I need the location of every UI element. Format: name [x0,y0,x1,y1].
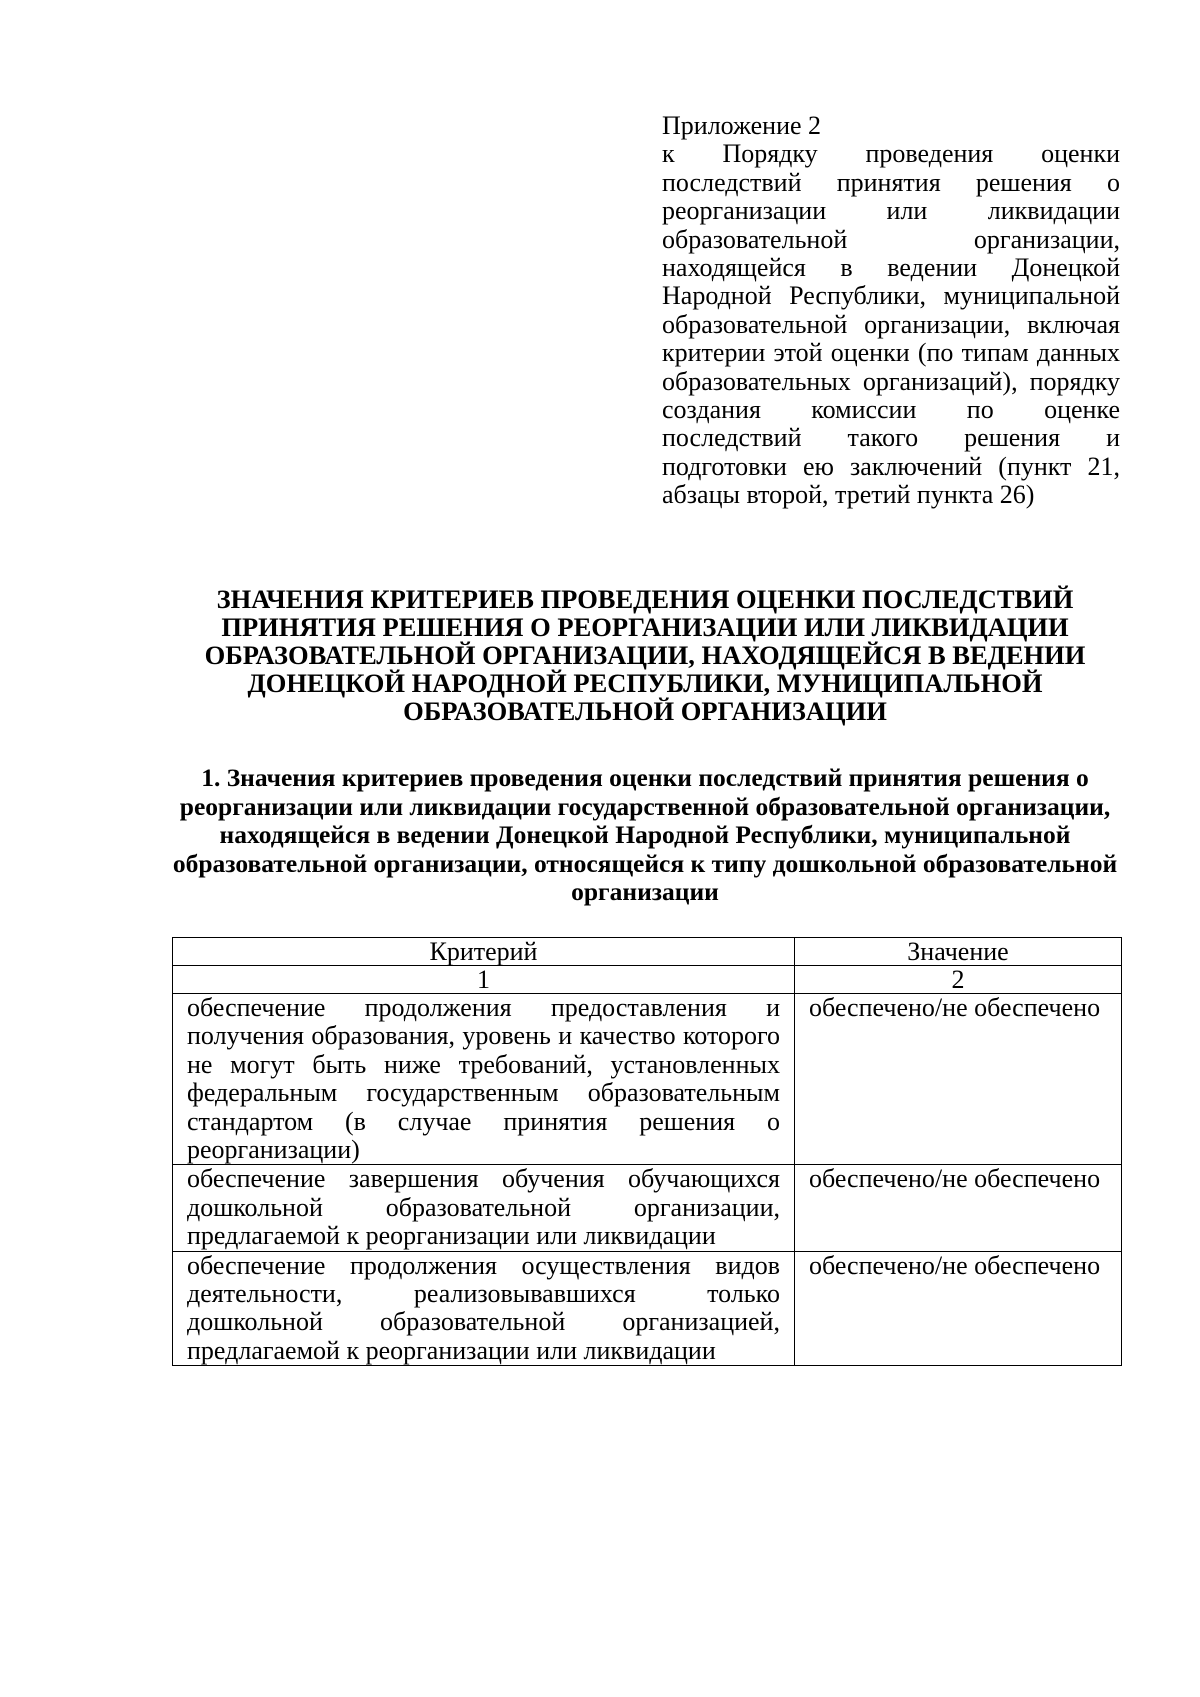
appendix-label: Приложение 2 [662,111,822,140]
criterion-cell: обеспечение продолжения предоставления и получения образования, уровень и качество которого не могут быть ниже требований, установленных федеральным государственным образовательным стандартом (в случае принятия решения о реорганизации) [173,994,795,1165]
value-cell: обеспечено/не обеспечено [794,1251,1121,1366]
header-value: Значение [794,938,1121,966]
table-column-number-row [173,966,1122,994]
value-cell: обеспечено/не обеспечено [794,994,1121,1165]
criterion-cell: обеспечение завершения обучения обучающихся дошкольной образовательной организации, предлагаемой к реорганизации или ликвидации [173,1165,795,1251]
column-number-1: 1 [173,966,795,994]
table-header-row [173,938,1122,966]
table-row [173,994,1122,1165]
appendix-block [662,112,1120,510]
document-title: ЗНАЧЕНИЯ КРИТЕРИЕВ ПРОВЕДЕНИЯ ОЦЕНКИ ПОСЛЕДСТВИЙ ПРИНЯТИЯ РЕШЕНИЯ О РЕОРГАНИЗАЦИИ ИЛИ ЛИКВИДАЦИИ ОБРАЗОВАТЕЛЬНОЙ ОРГАНИЗАЦИИ, НАХОДЯЩЕЙСЯ В ВЕДЕНИИ ДОНЕЦКОЙ НАРОДНОЙ РЕСПУБЛИКИ, МУНИЦИПАЛЬНОЙ ОБРАЗОВАТЕЛЬНОЙ ОРГАНИЗАЦИИ [204,584,1086,726]
criteria-table [172,937,1122,1366]
criterion-cell: обеспечение продолжения осуществления видов деятельности, реализовывавшихся только дошкольной образовательной организацией, предлагаемой к реорганизации или ликвидации [173,1251,795,1366]
table-row [173,1165,1122,1251]
appendix-text: к Порядку проведения оценки последствий принятия решения о реорганизации или ликвидации образовательной организации, находящейся в ведении Донецкой Народной Республики, муниципальной образовательной организации, включая критерии этой оценки (по типам данных образовательных организаций), порядку создания комиссии по оценке последствий такого решения и подготовки ею заключений (пункт 21, абзацы второй, третий пункта 26) [662,139,1120,510]
section-1-title: 1. Значения критериев проведения оценки последствий принятия решения о реорганизации или ликвидации государственной образовательной организации, находящейся в ведении Донецкой Народной Республики, муниципальной образовательной организации, относящейся к типу дошкольной образовательной организации [172,763,1118,906]
header-criterion: Критерий [173,938,795,966]
table-row [173,1251,1122,1366]
column-number-2: 2 [794,966,1121,994]
value-cell: обеспечено/не обеспечено [794,1165,1121,1251]
